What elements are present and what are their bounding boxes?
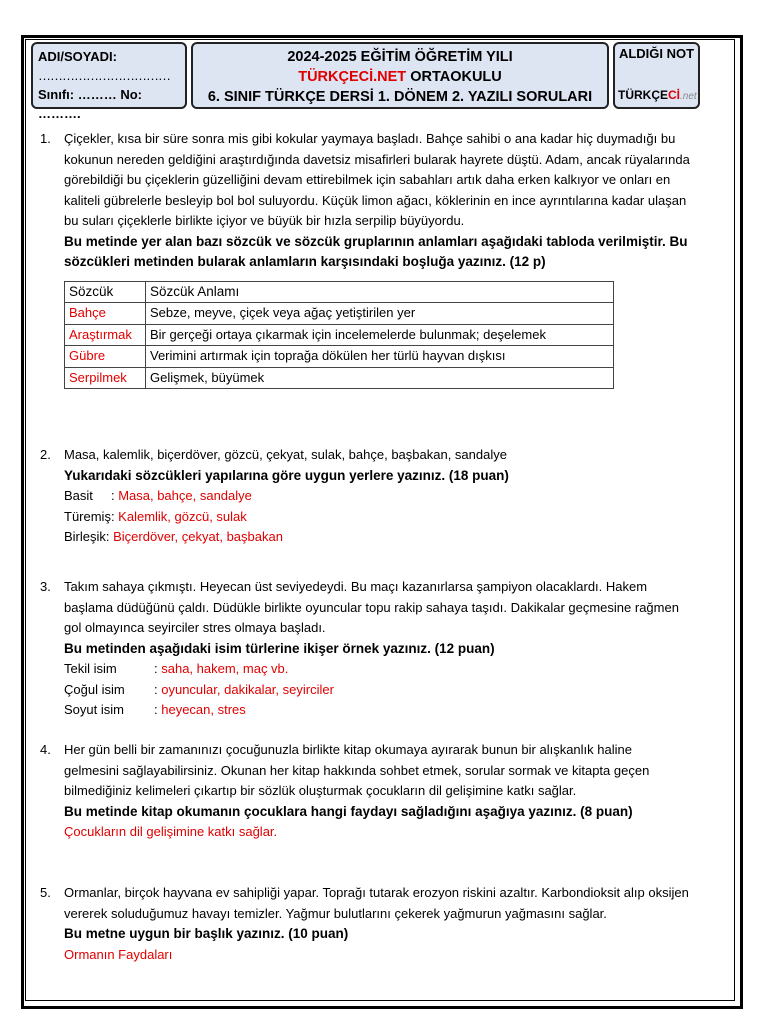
question-3	[40, 577, 690, 721]
question-1	[40, 129, 690, 389]
school-name	[193, 67, 607, 87]
answer-line	[64, 486, 690, 507]
answer-label: Çoğul isim	[64, 681, 125, 697]
school-year: 2024-2025 EĞİTİM ÖĞRETİM YILI	[287, 49, 513, 65]
question-text: Takım sahaya çıkmıştı. Heyecan üst seviyedeydi. Bu maçı kazanırlarsa şampiyon olacaklardı. Hakem başlama düdüğünü çaldı. Düdükle birlikte oyuncular topu rakip sahaya taşıdı. Dakikalar geçmesine rağmen gol olmayınca seyirciler stres olmaya başladı.	[64, 579, 679, 635]
answer-text: Ormanın Faydaları	[64, 946, 173, 962]
answer-text: Masa, bahçe, sandalye	[118, 488, 252, 503]
question-text: Çiçekler, kısa bir süre sonra mis gibi kokular yaymaya başladı. Bahçe sahibi o ana kadar hiç duymadığı bu kokunun nereden geldiğini araştırdığında davetsiz misafirleri bularak hayrete düştü. Adam, ancak rüyalarında görebildiği bu çiçeklerin güzelliğini devam ettirebilmek için sabahları artık daha erken kalkıyor ve onları en kaliteli gübrelerle besleyip bol bol suluyordu. Küçük limon ağacı, köklerinin en ince ayrıntılarına kadar ulaşan bu suları çiçeklerle birlikte içiyor ve büyük bir hızla serpilip büyüyordu.	[64, 131, 690, 228]
meaning-cell: Gelişmek, büyümek	[146, 367, 614, 389]
answer-label: Tekil isim	[64, 661, 117, 676]
question-text: Her gün belli bir zamanınızı çocuğunuzla birlikte kitap okumaya ayırarak bunun bir alışkanlık haline gelmesini sağlayabilirsiniz. Okunan her kitap hakkında sohbet etmek, sorular sormak ve kitapta geçen bilmediğiniz kelimeleri çıkartıp bir sözlük oluşturmak çocukların dil gelişimine katkı sağlar.	[64, 742, 650, 798]
question-instruction: Bu metinde yer alan bazı sözcük ve sözcük gruplarının anlamları aşağıdaki tabloda verilmiştir. Bu sözcükleri metinden bularak anlamların karşısındaki boşluğa yazınız. (12 p)	[64, 233, 688, 269]
answer-text: heyecan, stres	[161, 702, 246, 717]
word-cell: Bahçe	[65, 303, 146, 325]
answer-label: Basit :	[64, 488, 119, 503]
table-row	[65, 346, 614, 368]
question-text: Masa, kalemlik, biçerdöver, gözcü, çekyat, sulak, bahçe, başbakan, sandalye	[64, 447, 507, 462]
table-row	[65, 303, 614, 325]
meaning-cell: Verimini artırmak için toprağa dökülen her türlü hayvan dışkısı	[146, 346, 614, 368]
answer-line	[64, 507, 690, 528]
answer-text: oyuncular, dakikalar, seyirciler	[161, 681, 334, 697]
answer-text: Kalemlik, gözcü, sulak	[118, 508, 247, 524]
answer-separator: :	[154, 702, 162, 717]
grade-box	[613, 42, 700, 109]
exam-title-box	[191, 42, 609, 109]
school-name-rest: ORTAOKULU	[406, 69, 502, 85]
name-dots: ……………………………	[38, 68, 170, 83]
logo-main: TÜRKÇE	[618, 88, 668, 102]
question-instruction: Bu metinde kitap okumanın çocuklara hangi faydayı sağladığını aşağıya yazınız. (8 puan)	[64, 803, 633, 819]
question-2	[40, 445, 690, 548]
table-row	[65, 367, 614, 389]
question-instruction: Bu metinden aşağıdaki isim türlerine ikişer örnek yazınız. (12 puan)	[64, 640, 495, 656]
answer-text: Çocukların dil gelişimine katkı sağlar.	[64, 824, 278, 839]
question-number: 3.	[40, 579, 51, 594]
answer-label: Soyut isim	[64, 702, 124, 717]
meaning-cell: Sebze, meyve, çiçek veya ağaç yetiştirilen yer	[146, 303, 614, 325]
logo-net: .net	[680, 91, 697, 102]
answer-text: Biçerdöver, çekyat, başbakan	[113, 529, 283, 544]
question-number: 2.	[40, 447, 51, 462]
turkceci-logo	[618, 88, 697, 102]
answer-separator: :	[154, 681, 162, 697]
logo-ci: Cİ	[668, 88, 680, 102]
word-cell: Araştırmak	[65, 324, 146, 346]
student-info-box	[31, 42, 187, 121]
answer-label: Türemiş:	[64, 508, 119, 524]
table-row	[65, 324, 614, 346]
answer-line	[64, 700, 690, 721]
question-text: Ormanlar, birçok hayvana ev sahipliği yapar. Toprağı tutarak erozyon riskini azaltır. Karbondioksit alıp oksijen vererek soluduğumuz havayı temizler. Yağmur bulutlarını çekerek yağmurun yağmasını sağlar.	[64, 885, 689, 921]
column-header-meaning: Sözcük Anlamı	[146, 281, 614, 303]
question-number: 5.	[40, 885, 51, 900]
meaning-cell: Bir gerçeği ortaya çıkarmak için incelemelerde bulunmak; deşelemek	[146, 324, 614, 346]
school-name-brand: TÜRKÇECİ.NET	[298, 69, 407, 85]
question-number: 1.	[40, 131, 51, 146]
answer-text: saha, hakem, maç vb.	[161, 661, 289, 676]
word-cell: Gübre	[65, 346, 146, 368]
answer-line	[64, 659, 690, 680]
answer-line	[64, 527, 690, 548]
exam-title: 6. SINIF TÜRKÇE DERSİ 1. DÖNEM 2. YAZILI SORULARI	[207, 89, 593, 105]
class-number-line: Sınıfı: ……… No: ……….	[38, 87, 142, 121]
question-number: 4.	[40, 742, 51, 757]
word-cell: Serpilmek	[65, 367, 146, 389]
question-4	[40, 740, 690, 843]
name-label: ADI/SOYADI:	[38, 49, 117, 64]
answer-label: Birleşik:	[64, 529, 114, 544]
question-instruction: Yukarıdaki sözcükleri yapılarına göre uygun yerlere yazınız. (18 puan)	[64, 467, 509, 483]
question-instruction: Bu metne uygun bir başlık yazınız. (10 puan)	[64, 926, 349, 941]
grade-label: ALDIĞI NOT	[618, 46, 695, 61]
table-header-row	[65, 281, 614, 303]
answer-separator: :	[154, 661, 162, 676]
column-header-word: Sözcük	[65, 281, 146, 303]
vocabulary-table	[64, 281, 614, 390]
answer-line	[64, 680, 690, 701]
question-5	[40, 883, 690, 965]
